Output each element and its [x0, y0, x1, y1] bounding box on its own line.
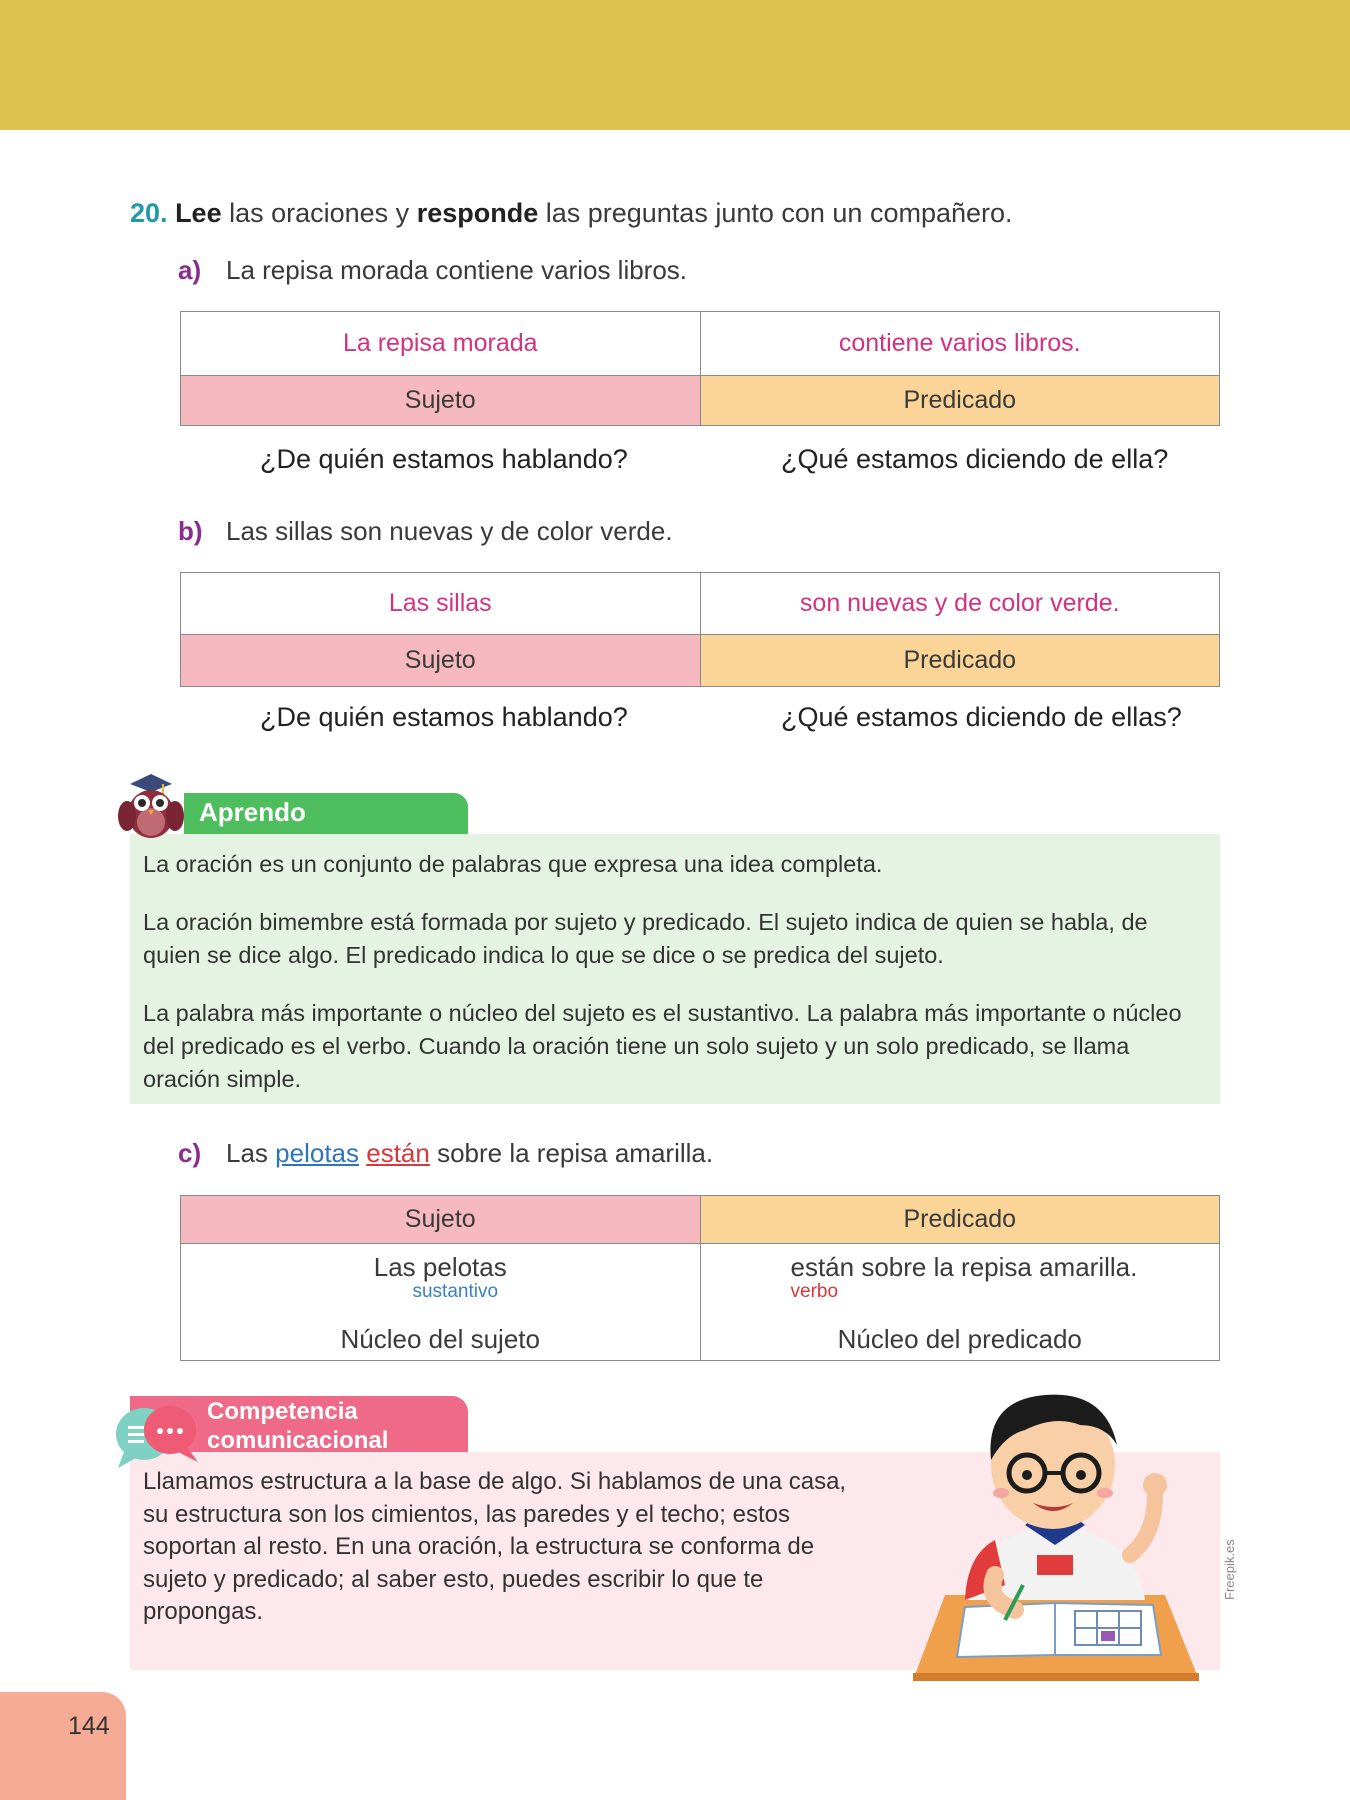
competencia-title-line-2: comunicacional [207, 1427, 389, 1454]
page-number-tab [0, 1692, 126, 1800]
table-c-predicate-cell [700, 1244, 1220, 1361]
item-c-letter: c) [178, 1138, 202, 1168]
owl-icon [118, 770, 184, 840]
table-a-predicate-text: contiene varios libros. [700, 312, 1220, 376]
table-b [180, 572, 1220, 687]
competencia-text: Llamamos estructura a la base de algo. Si hablamos de una casa, su estructura son los cimientos, las paredes y el techo; estos soportan al resto. En una oración, la estructura se conforma de sujeto y predicado; al saber esto, puedes escribir lo que te propongas. [143, 1468, 847, 1625]
question-a-subject: ¿De quién estamos hablando? [260, 444, 628, 474]
table-b-subject-text: Las sillas [181, 573, 701, 635]
table-a-sujeto-label: Sujeto [181, 376, 701, 426]
table-c-sujeto-label: Sujeto [181, 1196, 701, 1244]
question-a-predicate: ¿Qué estamos diciendo de ella? [781, 444, 1169, 474]
item-c-sentence [178, 1138, 713, 1169]
table-b-predicado-label: Predicado [700, 635, 1220, 687]
table-c-verb-tag: verbo [790, 1281, 839, 1302]
instruction-verb-responde: responde [416, 198, 539, 228]
item-a-text: La repisa morada contiene varios libros. [226, 255, 688, 285]
competencia-title-line-1: Competencia [207, 1398, 358, 1425]
table-c [180, 1195, 1220, 1361]
table-b-sujeto-label: Sujeto [181, 635, 701, 687]
table-c-predicate-text: están sobre la repisa amarilla. [790, 1252, 1138, 1282]
item-a-sentence [178, 255, 687, 286]
header-band [0, 0, 1350, 130]
image-credit: Freepik.es [1222, 1539, 1237, 1600]
table-c-subject-text: Las pelotas [373, 1252, 507, 1282]
table-c-predicate-core: Núcleo del predicado [837, 1324, 1082, 1354]
item-b-letter: b) [178, 516, 203, 546]
boy-writing-illustration [905, 1385, 1205, 1685]
question-b-subject: ¿De quién estamos hablando? [260, 702, 628, 732]
table-b-predicate-text: son nuevas y de color verde. [700, 573, 1220, 635]
chat-bubbles-icon [114, 1400, 204, 1470]
item-c-noun: pelotas [275, 1138, 359, 1168]
exercise-number: 20. [130, 198, 168, 228]
table-c-subject-cell [181, 1244, 701, 1361]
page-number: 144 [68, 1712, 110, 1740]
table-a [180, 311, 1220, 426]
item-a-letter: a) [178, 255, 202, 285]
instruction-text-2: las preguntas junto con un compañero. [538, 198, 1013, 228]
competencia-title [207, 1397, 388, 1455]
table-c-predicado-label: Predicado [700, 1196, 1220, 1244]
aprendo-title: Aprendo [199, 797, 306, 827]
aprendo-paragraph-2: La oración bimembre está formada por sujeto y predicado. El sujeto indica de quien se habla, de quien se dice algo. El predicado indica lo que se dice o se predica del sujeto. [143, 909, 1148, 968]
aprendo-paragraph-3: La palabra más importante o núcleo del sujeto es el sustantivo. La palabra más importante o núcleo del predicado es el verbo. Cuando la oración tiene un solo sujeto y un solo predicado, se llama oración simple. [143, 1000, 1182, 1092]
item-c-text-1: Las [226, 1138, 276, 1168]
item-c-text-2: sobre la repisa amarilla. [429, 1138, 714, 1168]
question-b-predicate: ¿Qué estamos diciendo de ellas? [781, 702, 1182, 732]
table-a-subject-text: La repisa morada [181, 312, 701, 376]
item-b-text: Las sillas son nuevas y de color verde. [226, 516, 673, 546]
exercise-instruction [130, 198, 1013, 229]
table-c-subject-core: Núcleo del sujeto [340, 1324, 540, 1354]
table-c-noun-tag: sustantivo [412, 1281, 499, 1302]
instruction-text-1: las oraciones y [221, 198, 417, 228]
item-c-verb: están [366, 1138, 430, 1168]
instruction-verb-lee: Lee [175, 198, 222, 228]
item-b-sentence [178, 516, 673, 547]
table-a-predicado-label: Predicado [700, 376, 1220, 426]
aprendo-paragraph-1: La oración es un conjunto de palabras que expresa una idea completa. [143, 851, 883, 877]
